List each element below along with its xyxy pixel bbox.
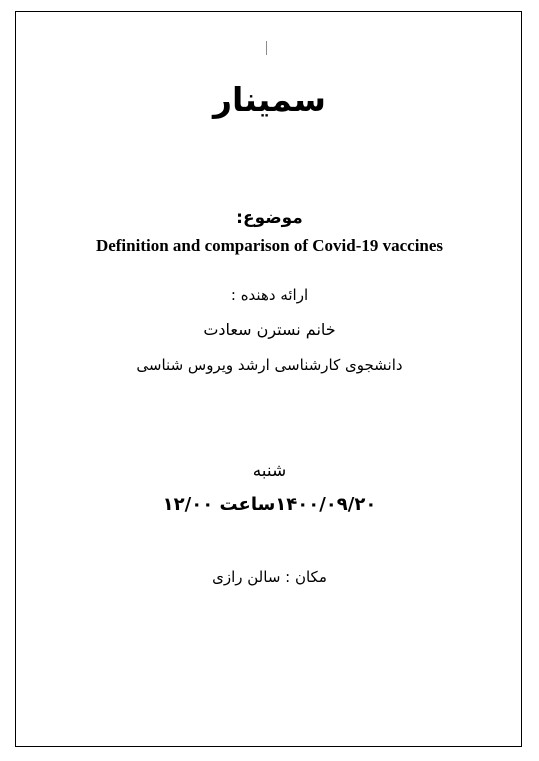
presenter-label: ارائه دهنده : <box>230 286 309 304</box>
page-frame <box>15 11 522 747</box>
presenter-role: دانشجوی کارشناسی ارشد ویروس شناسی <box>136 356 403 374</box>
seminar-date-time: ۱۴۰۰/۰۹/۲۰ساعت ۱۲/۰۰ <box>162 494 377 515</box>
text-cursor <box>266 41 267 55</box>
seminar-location: مکان : سالن رازی <box>212 568 327 586</box>
page-title: سمینار <box>213 80 326 119</box>
subject-label: موضوع: <box>236 208 303 228</box>
seminar-day: شنبه <box>252 461 287 481</box>
presenter-name: خانم نسترن سعادت <box>203 320 336 339</box>
subject-text: Definition and comparison of Covid-19 vaccines <box>95 236 444 255</box>
